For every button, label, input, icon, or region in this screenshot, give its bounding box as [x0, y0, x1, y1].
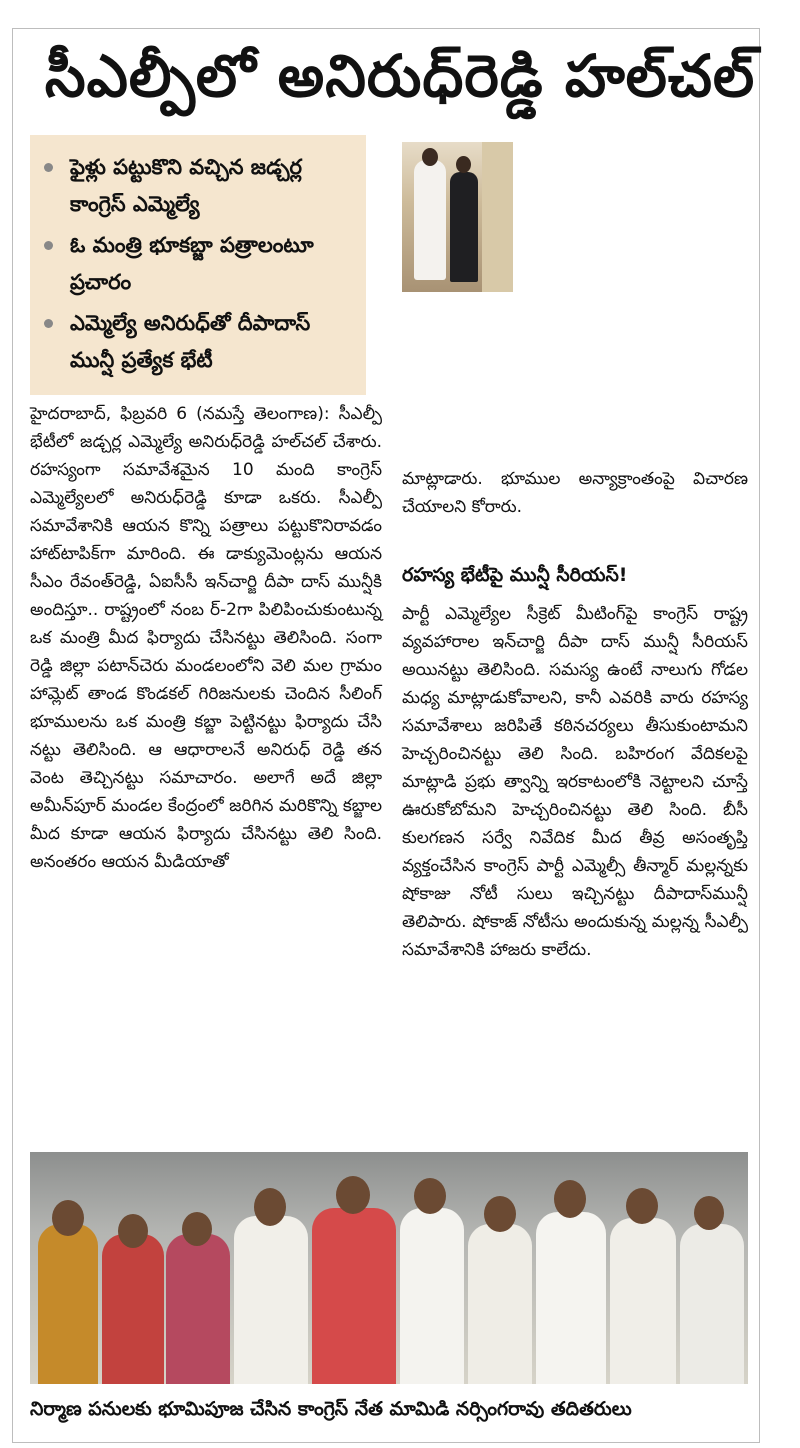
bullet-icon	[44, 319, 53, 328]
photo-person	[610, 1218, 676, 1384]
photo-head	[694, 1196, 724, 1230]
article-column-2-top: మాట్లాడారు. భూముల అన్యాక్రాంతంపై విచారణ చేయాలని కోరారు.	[402, 469, 748, 517]
photo-person	[312, 1208, 396, 1384]
photo-person	[536, 1212, 606, 1384]
section-subheading: రహస్య భేటీపై మున్షీ సీరియస్‌!	[402, 564, 628, 586]
article-column-1: హైదరాబాద్‌, ఫిబ్రవరి 6 (నమస్తే తెలంగాణ): సీఎల్పీ భేటీలో జడ్చర్ల ఎమ్మెల్యే అనిరుధ్‌రెడ్డి హల్‌చల్‌ చేశారు. రహస్యంగా సమావేశమైన 10 మంది కాంగ్రెస్‌ ఎమ్మెల్యేలలో అనిరుధ్‌రెడ్డి కూడా ఒకరు. సీఎల్పీ సమావేశానికి ఆయన కొన్ని పత్రాలు పట్టుకొనిరావడం హాట్‌టాపిక్‌గా మారింది. ఈ డాక్యుమెంట్లను ఆయన సీఎం రేవంత్‌రెడ్డి, ఏఐసీసీ ఇన్‌చార్జి దీపా దాస్‌ మున్షీకి అందిస్తూ.. రాష్ట్రంలో నంబ ర్‌-2గా పిలిపించుకుంటున్న ఒక మంత్రి మీద ఫిర్యాదు చేసినట్టు తెలిసింది. సంగా రెడ్డి జిల్లా పటాన్‌చెరు మండలంలోని వెలి మల గ్రామం హామ్లెట్‌ తాండ కొండకల్‌ గిరిజనులకు చెందిన సీలింగ్‌ భూములను ఒక మంత్రి కబ్జా పెట్టినట్టు ఫిర్యాదు చేసి నట్టు తెలిసింది. ఆ ఆధారాలనే అనిరుధ్‌ రెడ్డి తన వెంట తెచ్చినట్టు సమాచారం. అలాగే అదే జిల్లా అమీన్‌పూర్‌ మండల కేంద్రంలో జరిగిన మరికొన్ని కబ్జాల మీద కూడా ఆయన ఫిర్యాదు చేసినట్టు తెలి సింది. అనంతరం ఆయన మీడియాతో	[30, 404, 382, 872]
photo-head	[118, 1214, 148, 1248]
photo-wall	[482, 142, 513, 292]
article-column-2-bottom: పార్టీ ఎమ్మెల్యేల సీక్రెట్‌ మీటింగ్‌పై కాంగ్రెస్‌ రాష్ట్ర వ్యవహారాల ఇన్‌చార్జి దీపా దాస్‌ మున్షీ సీరియస్‌ అయినట్టు తెలిసింది. సమస్య ఉంటే నాలుగు గోడల మధ్య మాట్లాడుకోవాలని, కానీ ఎవరికి వారు రహస్య సమావేశాలు జరిపితే కఠినచర్యలు తీసుకుంటామని హెచ్చరించినట్టు తెలి సింది. బహిరంగ వేదికలపై మాట్లాడి ప్రభు త్వాన్ని ఇరకాటంలోకి నెట్టాలని చూస్తే ఊరుకోబోమని హెచ్చరించినట్టు తెలి సింది. బీసీ కులగణన సర్వే నివేదిక మీద తీవ్ర అసంతృప్తి వ్యక్తంచేసిన కాంగ్రెస్‌ పార్టీ ఎమ్మెల్సీ తీన్మార్‌ మల్లన్నకు షోకాజు నోటీ సులు ఇచ్చినట్టు దీపాదాస్‌మున్షీ తెలిపారు. షోకాజ్‌ నోటీసు అందుకున్న మల్లన్న సీఎల్పీ సమావేశానికి హాజరు కాలేదు.	[402, 604, 748, 960]
highlight-item	[42, 149, 356, 223]
photo-person	[38, 1224, 98, 1384]
photo-person	[102, 1234, 164, 1384]
photo-head	[52, 1200, 84, 1236]
bullet-icon	[44, 241, 53, 250]
photo-person	[468, 1224, 532, 1384]
photo-person	[234, 1216, 308, 1384]
highlight-item	[42, 305, 356, 379]
photo-head	[422, 148, 438, 166]
photo-caption: నిర్మాణ పనులకు భూమిపూజ చేసిన కాంగ్రెస్‌ నేత మామిడి నర్సింగరావు తదితరులు	[30, 1398, 632, 1420]
photo-head	[414, 1178, 446, 1214]
group-photo	[30, 1152, 748, 1384]
bullet-icon	[44, 163, 53, 172]
highlight-item	[42, 227, 356, 301]
page-title: సీఎల్పీలో అనిరుధ్‌రెడ్డి హల్‌చల్‌	[44, 42, 756, 110]
photo-head	[254, 1188, 286, 1226]
photo-head	[456, 156, 471, 173]
photo-head	[336, 1176, 370, 1214]
highlight-text: ఫైళ్లు పట్టుకొని వచ్చిన జడ్చర్ల కాంగ్రెస్‌ ఎమ్మెల్యే	[70, 155, 302, 216]
photo-head	[554, 1180, 586, 1218]
highlight-text: ఓ మంత్రి భూకబ్జా పత్రాలంటూ ప్రచారం	[70, 233, 314, 294]
photo-head	[484, 1196, 516, 1232]
photo-head	[182, 1212, 212, 1246]
mla-photo	[402, 142, 513, 292]
photo-head	[626, 1188, 658, 1224]
photo-person	[166, 1234, 230, 1384]
photo-person-white	[414, 160, 446, 280]
highlights-box	[30, 135, 366, 395]
photo-person	[680, 1224, 744, 1384]
photo-person-dark	[450, 172, 478, 282]
photo-person	[400, 1208, 464, 1384]
highlight-text: ఎమ్మెల్యే అనిరుధ్‌తో దీపాదాస్‌ మున్షీ ప్రత్యేక భేటీ	[70, 311, 311, 372]
